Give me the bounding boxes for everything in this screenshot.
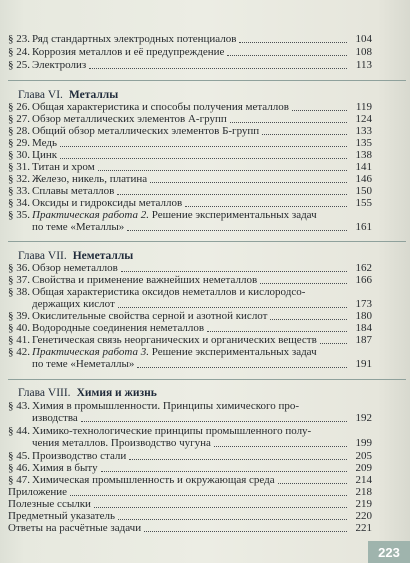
toc-entry-40 xyxy=(8,322,372,334)
section-number: § 23. xyxy=(8,33,30,45)
section-number: § 29. xyxy=(8,137,30,149)
page-ref: 119 xyxy=(355,101,372,113)
toc-entry-44-continuation xyxy=(8,437,372,449)
toc-entry-42-continuation xyxy=(8,358,372,370)
chapter-title: Металлы xyxy=(68,89,119,101)
section-number: § 24. xyxy=(8,46,30,58)
page-ref: 221 xyxy=(355,522,372,534)
toc-entry-29 xyxy=(8,137,372,149)
toc-entry-35-continuation xyxy=(8,221,372,233)
page-ref: 191 xyxy=(355,358,372,370)
toc-entry-42 xyxy=(8,346,372,358)
section-title: Свойства и применение важнейших неметаллов xyxy=(32,274,258,286)
section-title: Производство стали xyxy=(32,450,127,462)
page-ref: 133 xyxy=(355,125,372,137)
toc-entry-useful-links xyxy=(8,498,372,510)
toc-entry-appendix xyxy=(8,486,372,498)
entry-title: Полезные ссылки xyxy=(8,498,91,510)
section-title: Общий обзор металлических элементов Б-групп xyxy=(32,125,260,137)
page-ref: 192 xyxy=(355,412,372,424)
section-title: Общая характеристика и способы получения металлов xyxy=(32,101,289,113)
toc-entry-39 xyxy=(8,310,372,322)
page-ref: 155 xyxy=(355,197,372,209)
chapter-divider xyxy=(8,241,406,242)
toc-entry-47 xyxy=(8,474,372,486)
page-ref: 135 xyxy=(355,137,372,149)
entry-title: Приложение xyxy=(8,486,68,498)
section-title: Обзор металлических элементов А-групп xyxy=(32,113,227,125)
toc-entry-44 xyxy=(8,425,372,437)
section-number: § 30. xyxy=(8,149,30,161)
toc-entry-34 xyxy=(8,197,372,209)
chapter-title: Неметаллы xyxy=(72,250,134,262)
page-ref: 205 xyxy=(355,450,372,462)
page-number-badge: 223 xyxy=(368,541,410,563)
section-number: § 41. xyxy=(8,334,30,346)
section-title: Коррозия металлов и её предупреждение xyxy=(32,46,225,58)
section-number: § 31. xyxy=(8,161,30,173)
section-title: Медь xyxy=(32,137,57,149)
toc-entry-37 xyxy=(8,274,372,286)
toc-entry-subject-index xyxy=(8,510,372,522)
section-title: Решение экспериментальных задач xyxy=(151,346,317,358)
chapter-title: Химия и жизнь xyxy=(76,387,157,399)
chapter-label: Глава VIII. xyxy=(18,387,71,399)
toc-entry-46 xyxy=(8,462,372,474)
section-title: Водородные соединения неметаллов xyxy=(32,322,205,334)
toc-entry-41 xyxy=(8,334,372,346)
toc-entry-28 xyxy=(8,125,372,137)
section-title: Химия в промышленности. Принципы химического про- xyxy=(32,400,300,412)
section-number: § 34. xyxy=(8,197,30,209)
page-ref: 199 xyxy=(355,437,372,449)
page-ref: 184 xyxy=(355,322,372,334)
section-title: Электролиз xyxy=(32,59,87,71)
chapter-divider xyxy=(8,379,406,380)
toc-entry-38 xyxy=(8,286,372,298)
page-ref: 209 xyxy=(355,462,372,474)
section-title-continuation: держащих кислот xyxy=(32,298,115,310)
toc-entry-27 xyxy=(8,113,372,125)
page-ref: 161 xyxy=(355,221,372,233)
toc-entry-26 xyxy=(8,101,372,113)
toc-entry-23 xyxy=(8,33,372,45)
section-title: Обзор неметаллов xyxy=(32,262,118,274)
section-title: Химико-технологические принципы промышленного полу- xyxy=(32,425,312,437)
toc-entry-43-continuation xyxy=(8,412,372,424)
page-ref: 214 xyxy=(355,474,372,486)
page-ref: 180 xyxy=(355,310,372,322)
section-title: Оксиды и гидроксиды металлов xyxy=(32,197,183,209)
page-ref: 141 xyxy=(355,161,372,173)
section-number: § 27. xyxy=(8,113,30,125)
page-ref: 162 xyxy=(355,262,372,274)
toc-entry-24 xyxy=(8,46,372,58)
section-number: § 39. xyxy=(8,310,30,322)
page-ref: 220 xyxy=(355,510,372,522)
entry-title: Предметный указатель xyxy=(8,510,116,522)
toc-entry-25 xyxy=(8,59,372,71)
section-number: § 37. xyxy=(8,274,30,286)
section-title: Химия в быту xyxy=(32,462,98,474)
page-ref: 219 xyxy=(355,498,372,510)
section-title: Сплавы металлов xyxy=(32,185,115,197)
toc-entry-36 xyxy=(8,262,372,274)
section-number: § 36. xyxy=(8,262,30,274)
section-number: § 33. xyxy=(8,185,30,197)
section-title: Общая характеристика оксидов неметаллов и кислородсо- xyxy=(32,286,306,298)
section-number: § 44. xyxy=(8,425,30,437)
chapter-divider xyxy=(8,80,406,81)
section-title-continuation: по теме «Металлы» xyxy=(32,221,125,233)
toc-entry-31 xyxy=(8,161,372,173)
section-title: Титан и хром xyxy=(32,161,95,173)
toc-entry-45 xyxy=(8,450,372,462)
entry-title: Ответы на расчётные задачи xyxy=(8,522,142,534)
page-ref: 173 xyxy=(355,298,372,310)
page-ref: 108 xyxy=(355,46,372,58)
section-title-continuation: по теме «Неметаллы» xyxy=(32,358,135,370)
chapter-label: Глава VI. xyxy=(18,89,63,101)
section-title: Решение экспериментальных задач xyxy=(151,209,317,221)
toc-entry-38-continuation xyxy=(8,298,372,310)
chapter-label: Глава VII. xyxy=(18,250,67,262)
section-number: § 35. xyxy=(8,209,30,221)
section-title: Железо, никель, платина xyxy=(32,173,148,185)
toc-entry-answers xyxy=(8,522,372,534)
section-number: § 45. xyxy=(8,450,30,462)
toc-entry-43 xyxy=(8,400,372,412)
section-title: Цинк xyxy=(32,149,58,161)
section-title: Химическая промышленность и окружающая среда xyxy=(32,474,275,486)
section-number: § 46. xyxy=(8,462,30,474)
section-number: § 40. xyxy=(8,322,30,334)
practical-work-label: Практическая работа 2. xyxy=(32,209,149,221)
practical-work-label: Практическая работа 3. xyxy=(32,346,149,358)
section-number: § 25. xyxy=(8,59,30,71)
section-title: Окислительные свойства серной и азотной кислот xyxy=(32,310,268,322)
page-ref: 218 xyxy=(355,486,372,498)
section-title-continuation: чения металлов. Производство чугуна xyxy=(32,437,211,449)
section-title-continuation: изводства xyxy=(32,412,78,424)
page-ref: 113 xyxy=(355,59,372,71)
section-title: Ряд стандартных электродных потенциалов xyxy=(32,33,237,45)
page-ref: 150 xyxy=(355,185,372,197)
section-number: § 42. xyxy=(8,346,30,358)
toc-entry-33 xyxy=(8,185,372,197)
page-ref: 138 xyxy=(355,149,372,161)
toc-entry-30 xyxy=(8,149,372,161)
section-number: § 38. xyxy=(8,286,30,298)
section-number: § 43. xyxy=(8,400,30,412)
chapter-heading-8 xyxy=(18,387,157,400)
page-ref: 166 xyxy=(355,274,372,286)
page-ref: 124 xyxy=(355,113,372,125)
section-number: § 28. xyxy=(8,125,30,137)
page-ref: 104 xyxy=(355,33,372,45)
page-ref: 187 xyxy=(355,334,372,346)
toc-entry-35 xyxy=(8,209,372,221)
page-ref: 146 xyxy=(355,173,372,185)
toc-entry-32 xyxy=(8,173,372,185)
section-number: § 26. xyxy=(8,101,30,113)
section-number: § 47. xyxy=(8,474,30,486)
section-title: Генетическая связь неорганических и органических веществ xyxy=(32,334,317,346)
section-number: § 32. xyxy=(8,173,30,185)
